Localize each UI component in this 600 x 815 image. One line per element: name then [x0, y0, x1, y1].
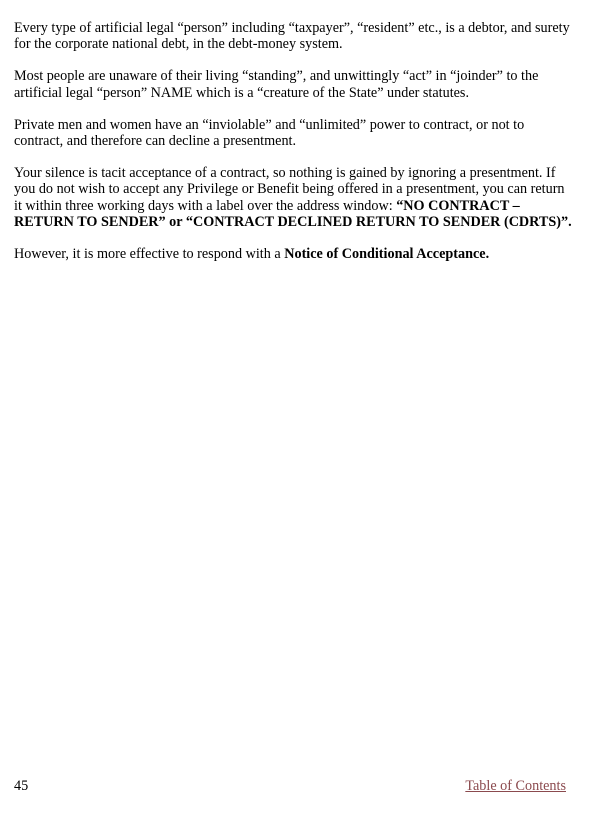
notice-of-conditional-acceptance: Notice of Conditional Acceptance.	[284, 246, 490, 263]
paragraph-text: Most people are unaware of their living “standing”, and unwittingly “act” in “joinder” to the artificial legal “person” NAME which is a “creature of the State” under statutes.	[14, 68, 539, 101]
paragraph-text: Every type of artificial legal “person” including “taxpayer”, “resident” etc., is a debtor, and surety for the corporate national debt, in the debt-money system.	[14, 20, 570, 53]
return-to-sender-label: “NO CONTRACT – RETURN TO SENDER” or “CONTRACT DECLINED RETURN TO SENDER (CDRTS)”.	[14, 197, 572, 230]
paragraph-text: However, it is more effective to respond with a	[14, 246, 285, 263]
table-of-contents-link[interactable]: Table of Contents	[465, 778, 566, 794]
page-number: 45	[14, 778, 29, 794]
paragraph-debtor-surety	[14, 20, 574, 52]
paragraph-power-to-contract	[14, 117, 574, 149]
paragraph-conditional-acceptance	[14, 246, 574, 262]
paragraph-text: Your silence is tacit acceptance of a contract, so nothing is gained by ignoring a presentment. If you do not wish to accept any Privilege or Benefit being offered in a presentment, you can return it within three working days with a label over the address window:	[14, 165, 565, 214]
paragraph-text: Private men and women have an “inviolable” and “unlimited” power to contract, or not to contract, and therefore can decline a presentment.	[14, 116, 525, 150]
paragraph-living-standing	[14, 68, 574, 100]
page-body	[14, 20, 574, 278]
paragraph-tacit-acceptance	[14, 165, 574, 230]
